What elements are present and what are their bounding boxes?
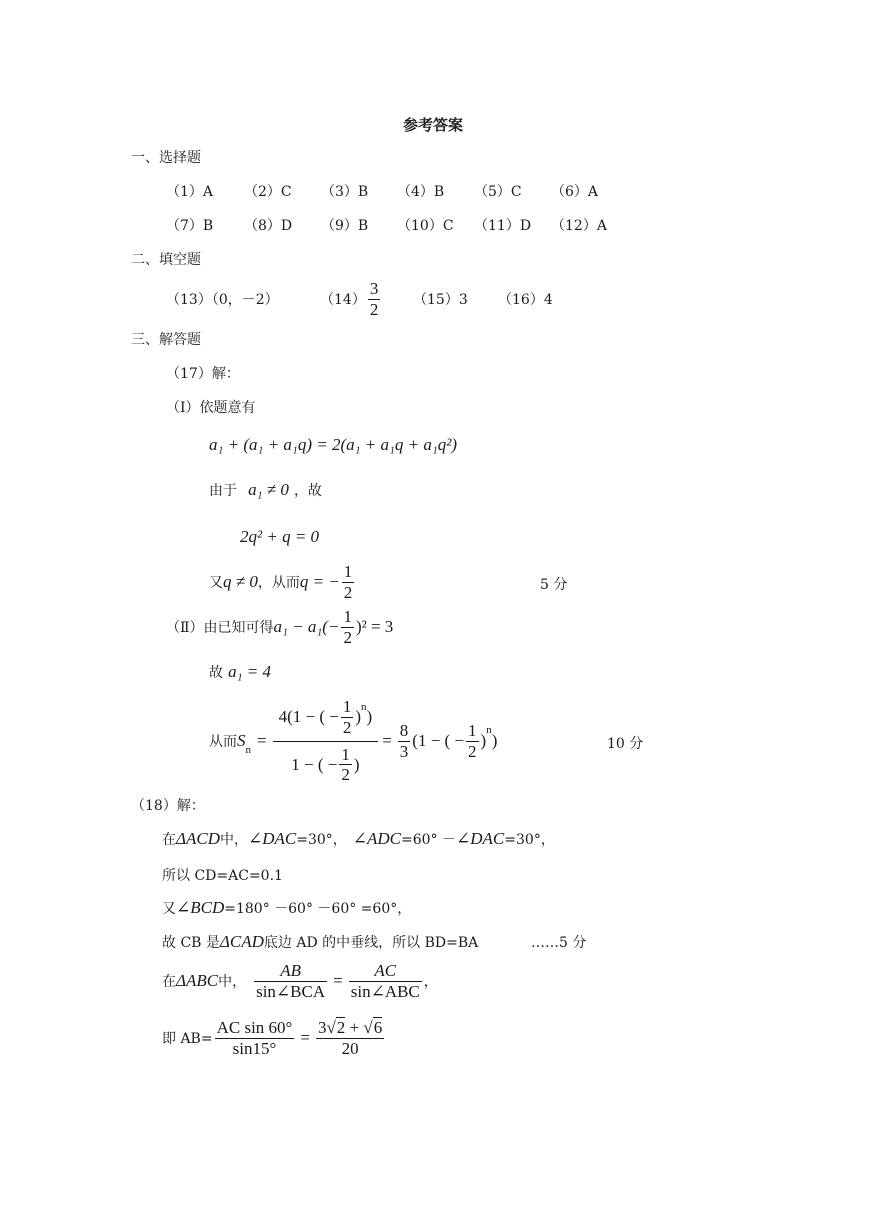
sqrt-icon: √ — [326, 1018, 336, 1038]
q17-sn-coef-num: 8 — [399, 720, 409, 740]
q17-sn-bigden-post: ) — [353, 754, 360, 774]
q18-l6-frac2-num — [316, 1017, 384, 1039]
q17-eq3-den: 2 — [343, 627, 352, 647]
q17-eq3-post: )² = 3 — [355, 617, 394, 636]
q18-l6-plus: + — [345, 1018, 364, 1038]
q18-l1-a: 在 — [162, 832, 176, 848]
q17-eq2: 2q² + q = 0 — [240, 527, 320, 546]
answer-9: （9）B — [321, 218, 369, 234]
q17-part2-text: （Ⅱ）由已知可得 — [166, 620, 274, 636]
answer-15: （15）3 — [413, 292, 468, 308]
q17-since-tail: ，故 — [293, 483, 322, 499]
q17-hence-expr: a₁ = 4 — [228, 662, 271, 681]
q18-l5-frac1 — [254, 961, 327, 1001]
q18-line3 — [162, 898, 411, 918]
answer-14-label: （14） — [320, 292, 366, 308]
q18-l5-frac2 — [349, 961, 422, 1001]
q18-l3-a: 又 — [162, 901, 176, 917]
q17-sn-bigden-half — [339, 745, 352, 785]
q18-l1-angle1: ∠DAC — [247, 829, 297, 848]
q18-line4 — [162, 932, 478, 952]
q18-l6-frac1-den: sin15° — [232, 1038, 277, 1058]
q18-l3-c: =180° －60° －60° =60°， — [224, 901, 412, 917]
answer-13: （13）（0，－2） — [166, 292, 279, 308]
answer-12: （12）A — [551, 218, 607, 234]
q18-l5-tail: ， — [423, 974, 438, 990]
q18-l5-frac1-den: sin∠BCA — [256, 981, 326, 1001]
q17-eq3-pre: a₁ − a₁(− — [273, 617, 340, 636]
answer-6: （6）A — [551, 184, 599, 200]
q17-sn-rhs-half — [466, 721, 479, 761]
answer-16: （16）4 — [498, 292, 553, 308]
answer-4: （4）B — [397, 184, 445, 200]
q17-sn-rhs-tail: ) — [491, 731, 498, 750]
answer-14-denominator: 2 — [369, 299, 379, 319]
q17-half-den: 2 — [343, 582, 353, 602]
q17-sn-text: 从而 — [209, 734, 237, 750]
answer-10: （10）C — [397, 218, 454, 234]
q17-also-mid: ，从而 — [257, 575, 300, 591]
q18-l6-frac1-num: AC sin 60° — [216, 1017, 293, 1037]
q18-l4-c: 底边 AD 的中垂线，所以 BD=BA — [263, 935, 479, 951]
q17-eq1: a₁ + (a₁ + a₁q) = 2(a₁ + a₁q + a₁q²) — [209, 435, 458, 454]
q18-l4-triangle: ΔCAD — [219, 932, 264, 951]
q18-l5-frac2-den: sin∠ABC — [350, 981, 420, 1001]
q18-score-1: ……5 分 — [531, 935, 587, 951]
q18-l1-g: =60° － — [401, 832, 457, 848]
q18-l6-eq: = — [300, 1028, 310, 1047]
answer-5: （5）C — [474, 184, 522, 200]
q18-l6-coef: 3 — [317, 1018, 327, 1038]
answer-8: （8）D — [244, 218, 293, 234]
q17-hence — [209, 662, 271, 682]
q17-sn-bignum-half-num: 1 — [342, 697, 352, 717]
q18-l1-angle3: ∠DAC — [456, 829, 505, 848]
q18-line2: 所以 CD=AC=0.1 — [162, 868, 283, 884]
q17-sn-bigden-pre: 1 − ( − — [291, 754, 338, 774]
q17-half-fraction — [342, 562, 355, 602]
q17-sn-coef-den: 3 — [399, 741, 409, 761]
q17-part2 — [166, 607, 393, 647]
q17-sn-bigden-half-den: 2 — [341, 765, 350, 785]
q17-sn-eq2: = — [382, 731, 392, 750]
q18-l1-angle2: ∠ADC — [352, 829, 402, 848]
q17-part1: （Ⅰ）依题意有 — [166, 400, 256, 416]
q18-l6-frac2-den: 20 — [341, 1039, 359, 1058]
section-heading-choice: 一、选择题 — [131, 150, 201, 166]
q18-l6-a: 即 AB= — [162, 1031, 213, 1047]
q17-sn-rhs-exp: n — [486, 724, 492, 736]
answer-2: （2）C — [244, 184, 292, 200]
q17-sn-rhs-post: ) — [480, 731, 487, 750]
q18-l5-frac1-num: AB — [254, 961, 327, 982]
q17-sn-rhs-pre: (1 − ( − — [412, 731, 465, 750]
q17-sn-symbol: S — [237, 731, 246, 750]
q17-sn-bignum-exp: n — [361, 701, 367, 714]
q17-q-value: q = − — [299, 572, 340, 591]
q17-sn-bignum-tail: ) — [366, 707, 373, 727]
q17-sn-bignum-half-den: 2 — [342, 717, 352, 737]
q18-line5 — [162, 958, 438, 1004]
q17-score-2: 10 分 — [607, 736, 644, 752]
q18-l1-c: 中， — [219, 832, 248, 848]
section-heading-fill: 二、填空题 — [131, 252, 201, 268]
q18-l4-a: 故 CB 是 — [162, 935, 220, 951]
q18-l6-root1: 2 — [336, 1018, 346, 1038]
q17-sn — [209, 697, 498, 785]
q17-sn-coef — [398, 721, 411, 761]
q17-sn-rhs-half-num: 1 — [468, 720, 477, 740]
answer-11: （11）D — [474, 218, 532, 234]
q17-label: （17）解： — [166, 366, 240, 382]
q17-hence-text: 故 — [209, 665, 223, 681]
q17-sn-sub: n — [245, 744, 251, 756]
q18-l5-eq: = — [333, 971, 343, 990]
q17-sn-bigden-half-num: 1 — [341, 744, 350, 764]
q17-sn-bignum — [273, 697, 379, 741]
answer-3: （3）B — [321, 184, 369, 200]
q18-label: （18）解： — [131, 798, 205, 814]
q18-l5-triangle: ΔABC — [176, 971, 219, 990]
q18-l1-e: =30°， — [296, 832, 347, 848]
q17-sn-bignum-half — [341, 697, 354, 737]
answer-1: （1）A — [166, 184, 214, 200]
q17-sn-bigden — [273, 742, 379, 785]
q17-sn-eq1: = — [257, 731, 267, 750]
answer-14-numerator: 3 — [369, 278, 379, 298]
q17-score-1: 5 分 — [540, 577, 568, 593]
q17-also-expr: q ≠ 0 — [223, 572, 258, 591]
q18-l6-frac1 — [215, 1018, 295, 1058]
q17-sn-bignum-post: ) — [355, 707, 362, 727]
q17-sn-bigfrac — [273, 697, 379, 784]
q17-half-num: 1 — [343, 561, 353, 581]
q17-since-expr: a₁ ≠ 0 — [248, 480, 289, 499]
answer-14 — [320, 279, 382, 319]
q18-l6-root2: 6 — [373, 1018, 383, 1038]
page-title: 参考答案 — [403, 116, 464, 134]
q17-sn-rhs-half-den: 2 — [468, 741, 477, 761]
q18-l5-c: 中， — [218, 974, 247, 990]
answer-14-fraction — [368, 279, 381, 319]
q17-since — [209, 480, 322, 500]
q17-since-text: 由于 — [209, 483, 237, 499]
q18-l1-triangle: ΔACD — [176, 829, 220, 848]
q18-l5-a: 在 — [162, 974, 176, 990]
q17-also-text: 又 — [209, 575, 223, 591]
q18-line6 — [162, 1014, 386, 1062]
q17-eq3-num: 1 — [343, 606, 352, 626]
sqrt-icon: √ — [363, 1018, 373, 1038]
q18-l3-angle: ∠BCD — [176, 898, 225, 917]
q18-l1-i: =30°， — [504, 832, 555, 848]
q17-eq3-fraction — [341, 607, 354, 647]
q17-also — [209, 562, 356, 602]
section-heading-solve: 三、解答题 — [131, 332, 201, 348]
answer-7: （7）B — [166, 218, 214, 234]
q18-line1 — [162, 829, 555, 849]
q18-l6-frac2 — [316, 1017, 384, 1058]
q17-sn-bignum-pre: 4(1 − ( − — [278, 707, 339, 727]
q18-l5-frac2-num: AC — [349, 961, 422, 982]
